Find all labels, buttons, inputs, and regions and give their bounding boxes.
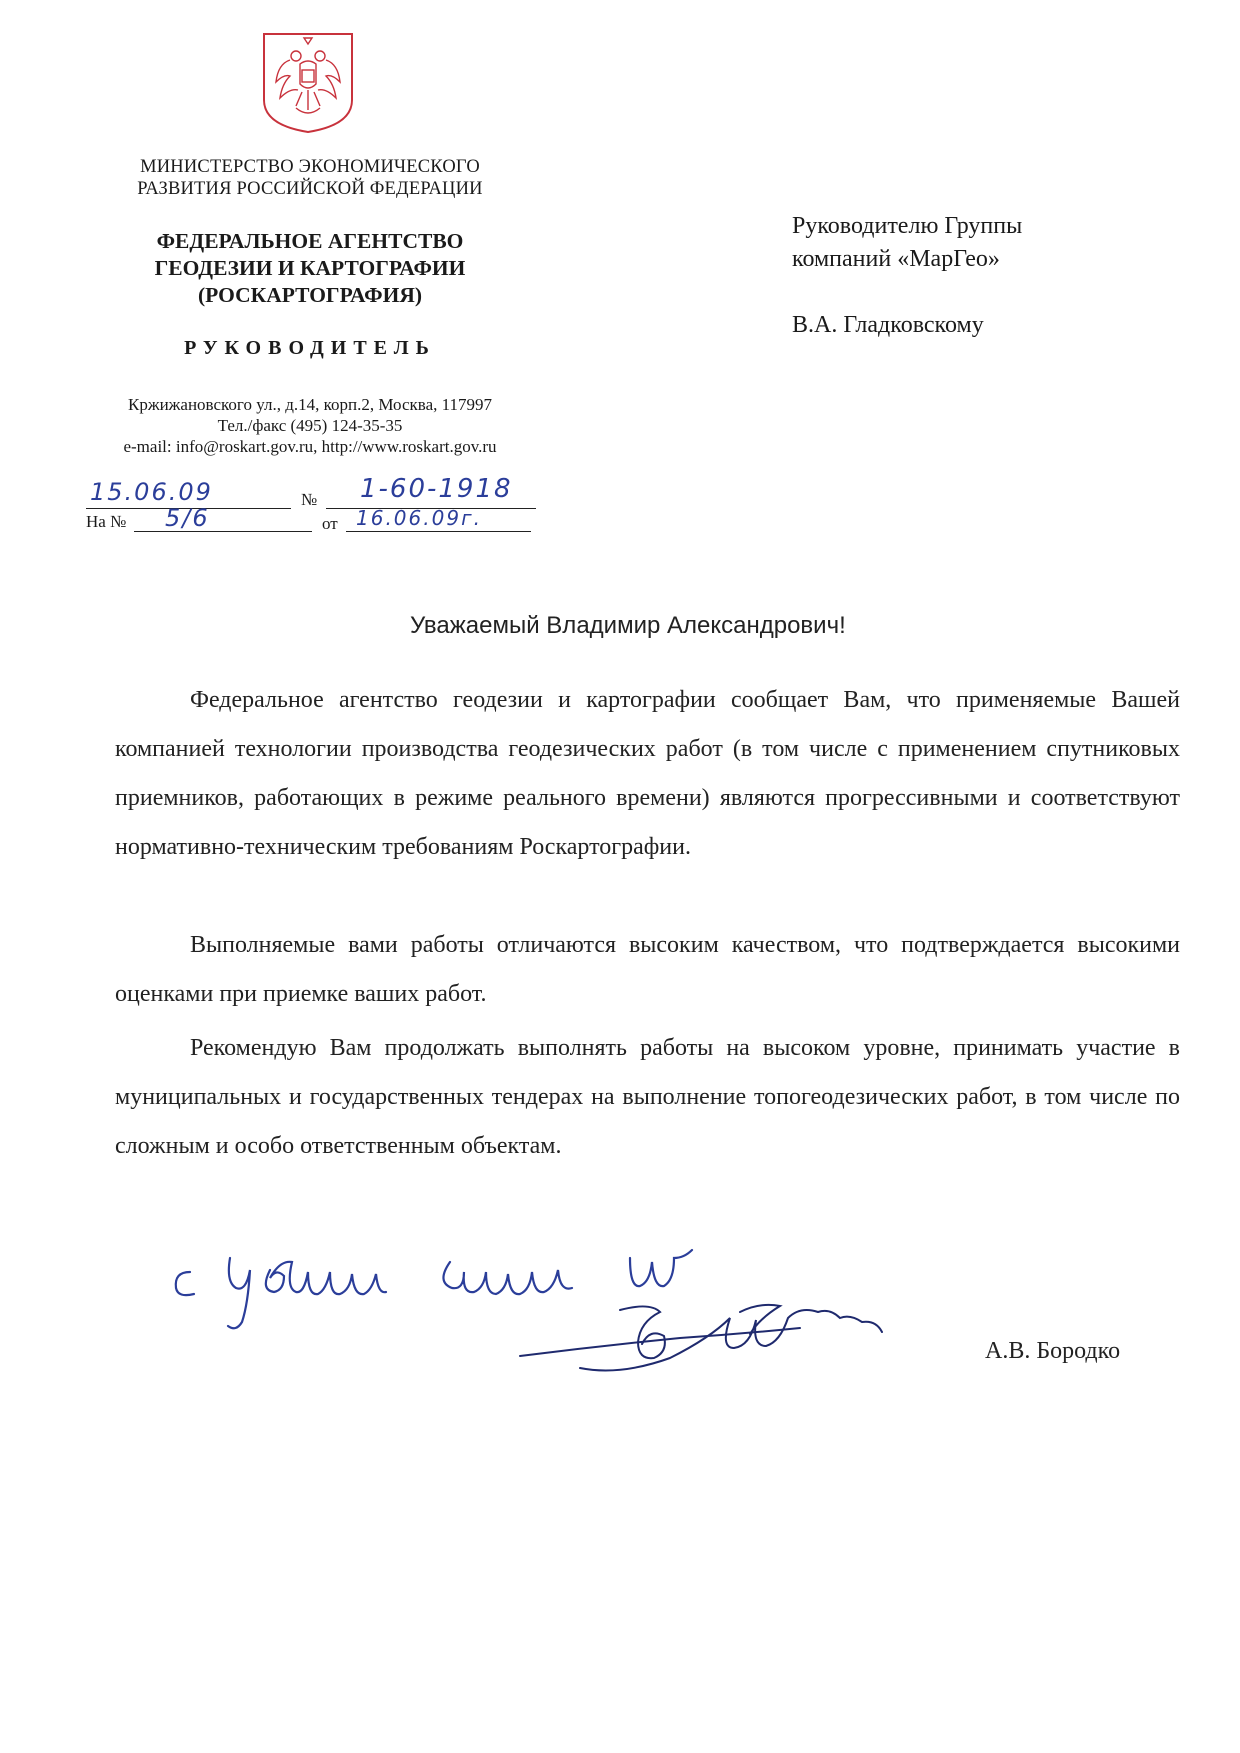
from-line xyxy=(346,531,531,532)
agency-name xyxy=(60,228,560,309)
on-number-line xyxy=(134,531,312,532)
sender-address xyxy=(60,394,560,457)
signer-name: А.В. Бородко xyxy=(985,1338,1121,1364)
number-label: № xyxy=(301,490,318,509)
agency-line: ФЕДЕРАЛЬНОЕ АГЕНТСТВО xyxy=(156,229,464,253)
from-date-value: 16.06.09г. xyxy=(356,506,482,530)
signature-image xyxy=(510,1280,990,1380)
addressee-line: Руководителю Группы xyxy=(792,213,1023,239)
address-line: Тел./факс (495) 124-35-35 xyxy=(217,416,403,435)
addressee-position xyxy=(792,210,1022,276)
agency-line: (РОСКАРТОГРАФИЯ) xyxy=(197,283,423,307)
sender-title: РУКОВОДИТЕЛЬ xyxy=(184,337,436,359)
coat-of-arms-icon xyxy=(260,30,356,135)
ministry-line: РАЗВИТИЯ РОССИЙСКОЙ ФЕДЕРАЦИИ xyxy=(137,179,483,199)
addressee-name: В.А. Гладковскому xyxy=(792,312,984,338)
body-paragraph: Рекомендую Вам продолжать выполнять работы на высоком уровне, принимать участие в муниципальных и государственных тендерах на выполнение топогеодезических работ, в том числе по сложным и особо ответственным объектам. xyxy=(115,1035,1180,1159)
agency-line: ГЕОДЕЗИИ И КАРТОГРАФИИ xyxy=(154,256,466,280)
body-paragraph: Федеральное агентство геодезии и картографии сообщает Вам, что применяемые Вашей компанией технологии производства геодезических работ (в том числе с применением спутниковых приемников, работающих в режиме реального времени) являются прогрессивными и соответствуют нормативно-техническим требованиям Роскартографии. xyxy=(115,687,1180,860)
ministry-line: МИНИСТЕРСТВО ЭКОНОМИЧЕСКОГО xyxy=(140,157,480,177)
on-number-value: 5/6 xyxy=(165,504,210,532)
outgoing-number: 1-60-1918 xyxy=(360,474,513,504)
salutation: Уважаемый Владимир Александрович! xyxy=(410,612,846,639)
outgoing-date: 15.06.09 xyxy=(90,478,213,506)
address-line: Кржижановского ул., д.14, корп.2, Москва, 117997 xyxy=(127,395,492,414)
from-label: от xyxy=(322,514,338,533)
on-number-label: На № xyxy=(86,512,127,531)
ministry-name xyxy=(60,156,560,200)
addressee-line: компаний «МарГео» xyxy=(792,246,1000,272)
address-line: e-mail: info@roskart.gov.ru, http://www.roskart.gov.ru xyxy=(123,437,497,456)
body-paragraph: Выполняемые вами работы отличаются высоким качеством, что подтверждается высокими оценками при приемке ваших работ. xyxy=(115,932,1180,1007)
